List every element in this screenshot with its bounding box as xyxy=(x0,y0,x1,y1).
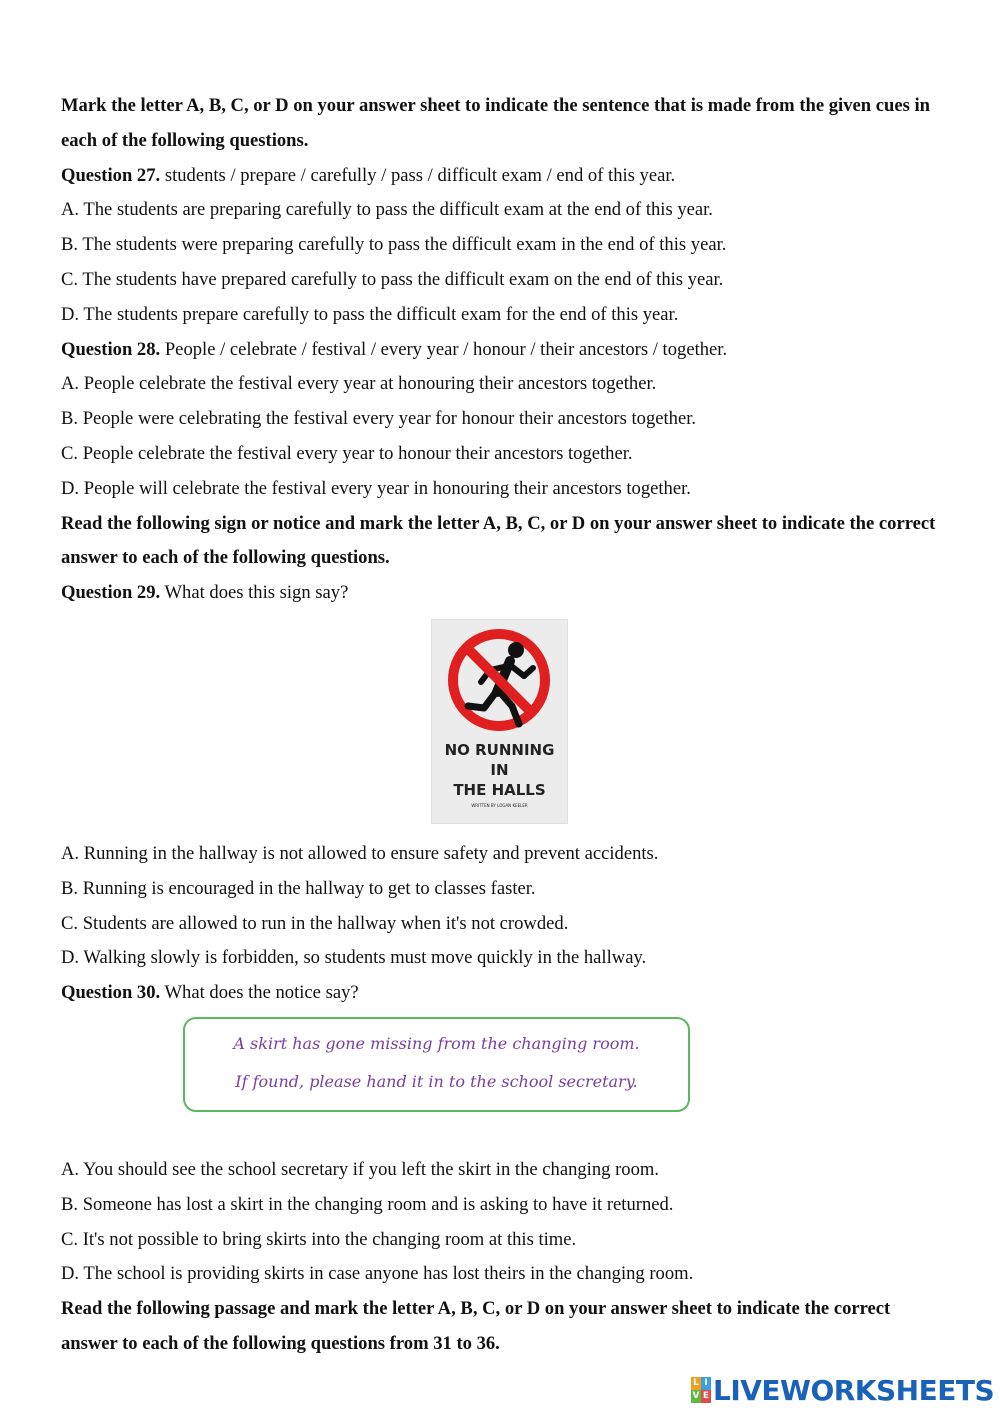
worksheet-content xyxy=(61,89,946,1362)
q30-prompt: What does the notice say? xyxy=(164,982,359,1004)
q28-option-a[interactable]: A. People celebrate the festival every year at honouring their ancestors together. xyxy=(61,373,657,395)
q27-cue: students / prepare / carefully / pass / difficult exam / end of this year. xyxy=(164,164,676,186)
q30-option-b[interactable]: B. Someone has lost a skirt in the changing room and is asking to have it returned. xyxy=(61,1193,674,1215)
no-running-sign xyxy=(431,619,568,824)
notice-line1: A skirt has gone missing from the changing room. xyxy=(233,1033,640,1053)
logo-mark-icon xyxy=(691,1377,711,1403)
q29-option-b[interactable]: B. Running is encouraged in the hallway to get to classes faster. xyxy=(61,877,536,899)
q28-option-c[interactable]: C. People celebrate the festival every year to honour their ancestors together. xyxy=(61,442,633,464)
q30-option-c[interactable]: C. It's not possible to bring skirts into the changing room at this time. xyxy=(61,1228,577,1250)
sign-line2: IN xyxy=(490,760,509,779)
no-running-icon xyxy=(432,624,567,734)
notice-container xyxy=(61,1011,946,1153)
section1-instruction: Mark the letter A, B, C, or D on your answer sheet to indicate the sentence that is made from the given cues in each of the following questions. xyxy=(61,95,930,151)
q27-option-d[interactable]: D. The students prepare carefully to pass the difficult exam for the end of this year. xyxy=(61,303,679,325)
q29-option-c[interactable]: C. Students are allowed to run in the hallway when it's not crowded. xyxy=(61,912,569,934)
q30-option-a[interactable]: A. You should see the school secretary if you left the skirt in the changing room. xyxy=(61,1158,659,1180)
q27-stem xyxy=(61,159,946,194)
q28-stem xyxy=(61,333,946,368)
logo-mark-v: V xyxy=(692,1391,700,1401)
logo-mark-i: I xyxy=(701,1377,711,1390)
logo-mark-l: L xyxy=(691,1377,701,1390)
missing-skirt-notice xyxy=(183,1017,690,1112)
q29-stem xyxy=(61,576,946,611)
logo-text: LIVEWORKSHEETS xyxy=(713,1373,995,1407)
section2-instruction: Read the following sign or notice and mark the letter A, B, C, or D on your answer sheet to indicate the correct answer to each of the following questions. xyxy=(61,512,936,569)
q27-option-b[interactable]: B. The students were preparing carefully to pass the difficult exam in the end of this year. xyxy=(61,234,727,256)
q28-option-d[interactable]: D. People will celebrate the festival every year in honouring their ancestors together. xyxy=(61,477,691,499)
sign-image-container xyxy=(61,619,946,833)
section3-instruction: Read the following passage and mark the letter A, B, C, or D on your answer sheet to indicate the correct answer to each of the following questions from 31 to 36. xyxy=(61,1298,891,1354)
sign-line3: THE HALLS xyxy=(453,780,546,799)
q30-label: Question 30. xyxy=(61,982,161,1004)
q30-option-d[interactable]: D. The school is providing skirts in case anyone has lost theirs in the changing room. xyxy=(61,1263,694,1285)
sign-line1: NO RUNNING xyxy=(444,740,555,759)
q28-cue: People / celebrate / festival / every year / honour / their ancestors / together. xyxy=(164,338,728,360)
q28-label: Question 28. xyxy=(61,338,161,360)
q29-option-a[interactable]: A. Running in the hallway is not allowed to ensure safety and prevent accidents. xyxy=(61,842,659,864)
q27-label: Question 27. xyxy=(61,164,161,186)
q29-label: Question 29. xyxy=(61,582,161,604)
q28-option-b[interactable]: B. People were celebrating the festival every year for honour their ancestors together. xyxy=(61,408,697,430)
notice-line2: If found, please hand it in to the school secretary. xyxy=(235,1071,638,1091)
q29-prompt: What does this sign say? xyxy=(164,582,349,604)
q27-option-a[interactable]: A. The students are preparing carefully to pass the difficult exam at the end of this year. xyxy=(61,199,713,221)
liveworksheets-logo xyxy=(691,1372,994,1408)
sign-credit: WRITTEN BY LOGAN KEELER xyxy=(471,802,528,808)
logo-mark-e: E xyxy=(702,1391,710,1401)
q27-option-c[interactable]: C. The students have prepared carefully to pass the difficult exam on the end of this year. xyxy=(61,268,724,290)
q30-stem xyxy=(61,976,946,1011)
q29-option-d[interactable]: D. Walking slowly is forbidden, so students must move quickly in the hallway. xyxy=(61,947,647,969)
